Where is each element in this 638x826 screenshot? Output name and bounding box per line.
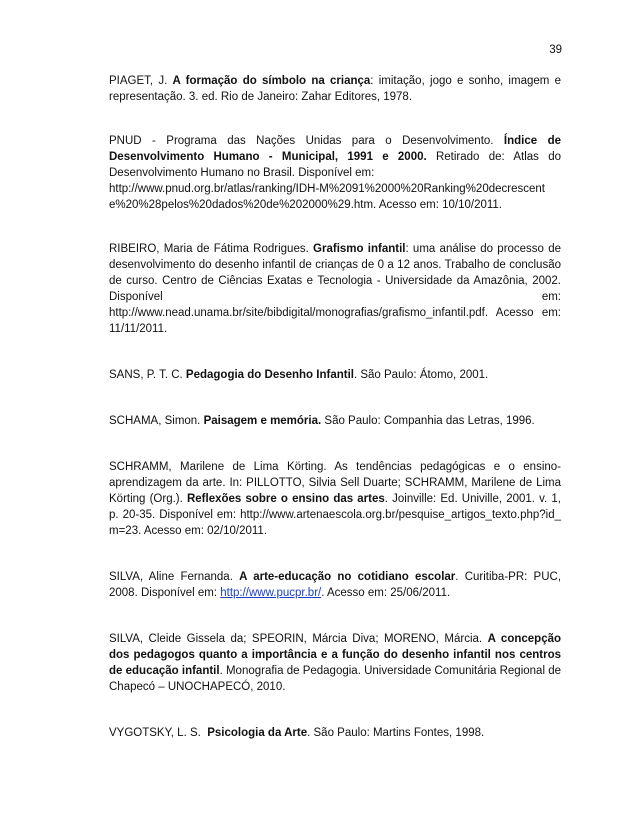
reference-details: . São Paulo: Martins Fontes, 1998. [307,727,485,739]
reference-author: SILVA, Aline Fernanda. [109,571,240,583]
reference-list [109,73,561,741]
reference-schramm [109,459,561,539]
reference-ribeiro [109,241,561,337]
reference-details: : imitação, jogo e sonho, imagem e representação. 3. ed. Rio de Janeiro: Zahar Editores, 1978. [109,75,561,103]
reference-url: http://www.pnud.org.br/atlas/ranking/IDH-M%2091%2000%20Ranking%20decrescente%20%28pelos%20dados%20de%202000%29.htm. [109,183,545,211]
reference-title: Reflexões sobre o ensino das artes [186,493,385,505]
reference-author: SCHAMA, Simon. [109,415,204,427]
reference-title: Psicologia da Arte [207,727,308,739]
page-number: 39 [549,44,562,56]
reference-details: . Joinville: Ed. Univille, 2001. v. 1, p. 20-35. Disponível em: http://www.artenaescola.org.br/pesquise_artigos_texto.php?id_m=23. Acesso em: 02/10/2011. [109,493,561,537]
reference-title: A concepção dos pedagogos quanto a importância e a função do desenho infantil nos centros de educação infantil [109,633,562,677]
reference-details: . Monografia de Pedagogia. Universidade Comunitária Regional de Chapecó – UNOCHAPECÓ, 2010. [109,665,561,693]
reference-piaget [109,73,561,105]
reference-author: SCHRAMM, Marilene de Lima Körting. As tendências pedagógicas e o ensino-aprendizagem da arte. In: PILLOTTO, Silvia Sell Duarte; SCHRAMM, Marilene de Lima Körting (Org.). [109,461,561,505]
reference-details: . Curitiba-PR: PUC, 2008. Disponível em: [109,571,562,599]
reference-title: Paisagem e memória. [203,415,322,427]
reference-details: Retirado de: Atlas do Desenvolvimento Humano no Brasil. Disponível em: [109,151,561,179]
reference-title: A arte-educação no cotidiano escolar [239,571,456,583]
reference-author: PNUD - Programa das Nações Unidas para o Desenvolvimento. [109,135,504,147]
reference-details: . São Paulo: Átomo, 2001. [353,369,489,381]
pucpr-link[interactable]: http://www.pucpr.br/ [220,587,322,599]
reference-author: SANS, P. T. C. [109,369,186,381]
reference-access-date: . Acesso em: 25/06/2011. [321,587,451,599]
reference-access-date: Acesso em: 10/10/2011. [376,199,502,211]
reference-details: : uma análise do processo de desenvolvimento do desenho infantil de crianças de 0 a 12 anos. Trabalho de conclusão de curso. Centro de Ciências Exatas e Tecnologia - Universidade da Amazônia, 2002. Disponível em: http://www.nead.unama.br/site/bibdigital/monografias/grafismo_infantil.pdf. Acesso em: 11/11/2011. [109,243,561,335]
reference-details: São Paulo: Companhia das Letras, 1996. [321,415,535,427]
reference-title: Pedagogia do Desenho Infantil [185,369,354,381]
reference-silva-aline [109,569,561,601]
reference-sans [109,367,561,383]
reference-author: RIBEIRO, Maria de Fátima Rodrigues. [109,243,314,255]
reference-vygotsky [109,725,561,741]
reference-title: Grafismo infantil [313,243,406,255]
reference-author: PIAGET, J. [109,75,173,87]
reference-title: A formação do símbolo na criança [172,75,371,87]
reference-title: Índice de Desenvolvimento Humano - Municipal, 1991 e 2000. [109,135,561,163]
reference-author: VYGOTSKY, L. S. [109,727,208,739]
reference-silva-cleide [109,631,561,695]
reference-author: SILVA, Cleide Gissela da; SPEORIN, Márcia Diva; MORENO, Márcia. [109,633,488,645]
reference-schama [109,413,561,429]
reference-pnud [109,133,561,213]
